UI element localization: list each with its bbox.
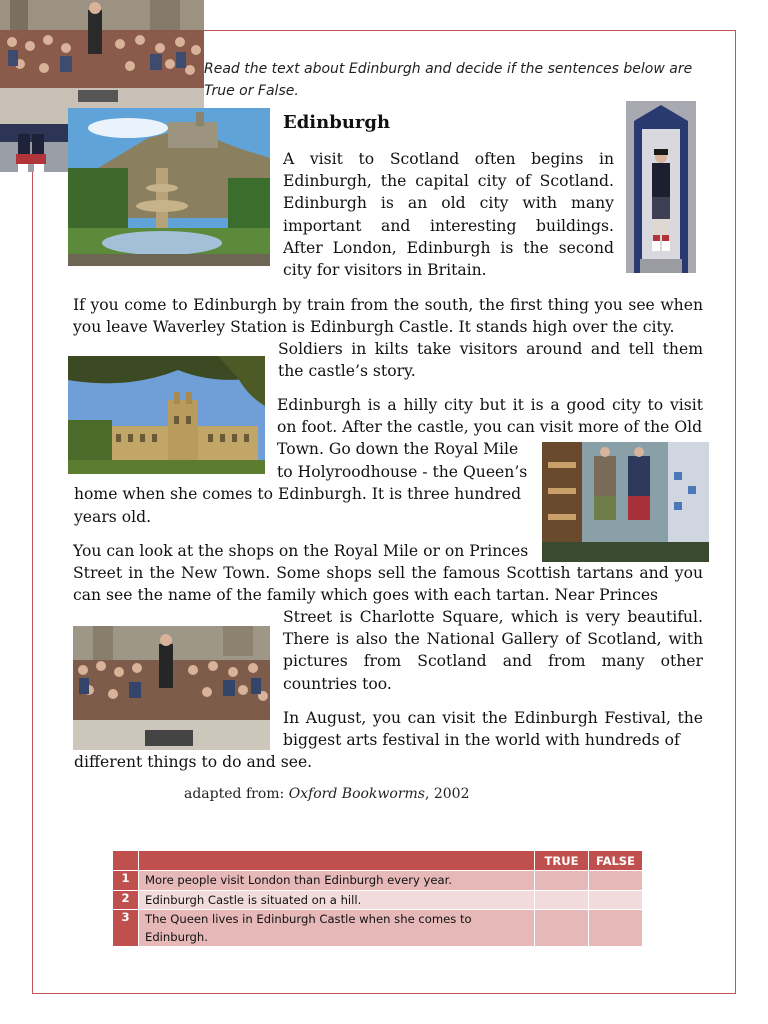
header-num-cell <box>113 851 139 871</box>
table-row <box>113 871 643 891</box>
paragraph-4-indent: Street is Charlotte Square, which is very beautiful. There is also the National Gallery of Scotland, with pictures from Scotland and from many other countries too. <box>283 608 703 693</box>
row-statement: Edinburgh Castle is situated on a hill. <box>139 891 535 910</box>
false-answer-cell[interactable] <box>589 871 643 891</box>
paragraph-3-wide: Edinburgh is a hilly city but it is a good city to visit on foot. After the castle, you can visit more of the Old <box>277 396 703 437</box>
table-row <box>113 910 643 947</box>
row-number: 1 <box>113 871 139 891</box>
guard-corner-photo <box>0 124 68 172</box>
false-answer-cell[interactable] <box>589 910 643 947</box>
citation-prefix: adapted from: <box>184 786 289 802</box>
paragraph-3-line-home: home when she comes to Edinburgh. It is three hundred <box>74 485 522 503</box>
false-answer-cell[interactable] <box>589 891 643 910</box>
paragraph-5-indent: In August, you can visit the Edinburgh Festival, the biggest arts festival in the world with hundreds of <box>283 709 703 750</box>
castle-fountain-photo <box>68 108 270 266</box>
article-title: Edinburgh <box>283 112 391 133</box>
paragraph-3-line-to: to Holyroodhouse - the Queen’s <box>277 463 528 481</box>
citation-source: Oxford Bookworms <box>288 786 425 802</box>
header-false: FALSE <box>589 851 643 871</box>
paragraph-2-full: If you come to Edinburgh by train from the south, the first thing you see when you leave Waverley Station is Edinburgh Castle. It stands high over the city. <box>73 296 703 337</box>
street-crowd-corner-photo <box>0 0 204 124</box>
true-answer-cell[interactable] <box>535 891 589 910</box>
row-statement: More people visit London than Edinburgh every year. <box>139 871 535 891</box>
paragraph-1: A visit to Scotland often begins in Edinburgh, the capital city of Scotland. Edinburgh is an old city with many important and interesting buildings. After London, Edinburgh is the second city for visitors in Britain. <box>283 150 614 280</box>
citation <box>184 786 470 802</box>
festival-crowd-photo <box>73 626 270 750</box>
true-answer-cell[interactable] <box>535 871 589 891</box>
table-header-row <box>113 851 643 871</box>
citation-suffix: , 2002 <box>424 786 470 802</box>
paragraph-2-indent: Soldiers in kilts take visitors around and tell them the castle’s story. <box>278 340 703 381</box>
paragraph-4-line-look: You can look at the shops on the Royal Mile or on Princes <box>73 542 529 560</box>
row-number: 3 <box>113 910 139 947</box>
paragraph-3-line-years: years old. <box>74 508 152 526</box>
holyroodhouse-photo <box>68 356 265 474</box>
table-row <box>113 891 643 910</box>
row-statement: The Queen lives in Edinburgh Castle when she comes to Edinburgh. <box>139 910 535 947</box>
paragraph-4-full: Street in the New Town. Some shops sell the famous Scottish tartans and you can see the name of the family which goes with each tartan. Near Princes <box>73 564 703 605</box>
header-true: TRUE <box>535 851 589 871</box>
instruction-text: Read the text about Edinburgh and decide if the sentences below are True or False. <box>204 61 693 99</box>
paragraph-3-line-town: Town. Go down the Royal Mile <box>277 440 519 458</box>
paragraph-5-full: different things to do and see. <box>74 753 313 771</box>
row-number: 2 <box>113 891 139 910</box>
header-statement-cell <box>139 851 535 871</box>
true-false-table <box>112 850 643 947</box>
guard-photo <box>626 101 696 273</box>
tartan-shop-photo <box>542 442 709 562</box>
true-answer-cell[interactable] <box>535 910 589 947</box>
